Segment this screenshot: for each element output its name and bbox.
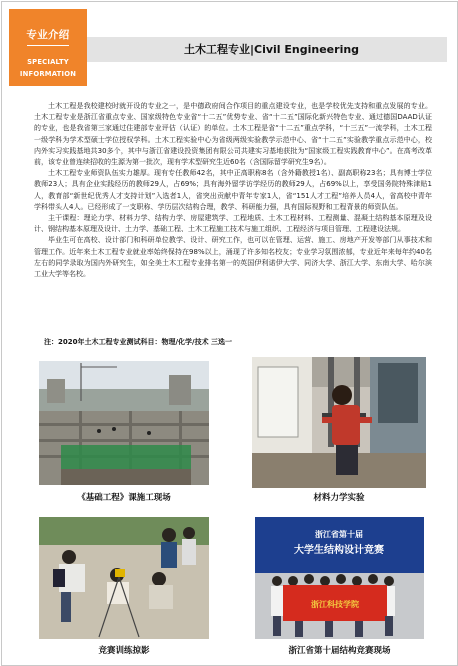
competition-group-photo	[255, 517, 424, 639]
banner-line2: 大学生结构设计竞赛	[294, 545, 384, 556]
photo-caption-competition: 浙江省第十届结构竞赛现场	[288, 646, 391, 656]
section-badge	[9, 9, 87, 86]
paragraph-careers: 毕业生可在高校、设计部门和科研单位教学、设计、研究工作，也可以在管理、运营、施工、房地产开发等部门从事技术和管理工作。近年来土木工程专业就业率始终保持在98%以上，涌现了许多知名校友；专业学习氛围浓郁，专业近年来每年约40名左右的同学录取为国内外研究生，如全美土木工程专业排名第一的英国伊利诺伊大学、同济大学、浙江大学、东南大学、哈尔滨工业大学等名校。	[34, 236, 432, 279]
page-title: 土木工程专业|Civil Engineering	[184, 43, 360, 56]
materials-lab-photo	[252, 357, 426, 488]
badge-title-cn: 专业介绍	[26, 29, 70, 41]
flag-text: 浙江科技学院	[311, 600, 359, 609]
banner-line1: 浙江省第十届	[315, 530, 363, 539]
badge-title-en-line2: INFORMATION	[19, 70, 77, 78]
photo-caption-construction: 《基础工程》课施工现场	[77, 493, 171, 503]
paragraph-intro: 土木工程是我校建校时就开设的专业之一，是中德政府间合作项目的重点建设专业，也是学校优先支持和重点发展的专业。土木工程专业是浙江省重点专业、国家级特色专业省“十二五”优势专业、省“十二五”国际化新兴特色专业、通过德国DAAD认证的专业，也是我省第三家通过住建部专业评估（认证）的单位。土木工程是省“十二五”重点学科，“十三五”一流学科，土木工程一级学科为学术型硕士学位授权学科。土木工程实验中心为省级两级实验教学示范中心、省“十二五”实验教学重点示范中心，校内外实习实践基地共30多个，其中与浙江省建设投资集团有限公司共建实习基地获批为“国家级工程实践教育中心”。在高考改革前，该专业曾连续招收的生源为第一批次，现有学术型研究生近60名（含国际留学研究生9名）。	[34, 102, 432, 167]
badge-divider	[27, 45, 69, 46]
photo-caption-survey-training: 竞赛训练掠影	[98, 646, 150, 656]
paragraph-faculty: 土木工程专业师资队伍实力雄厚。现有专任教师42名，其中正高职称8名（含外籍教授1名）、副高职称23名；具有博士学位教师23人；具有企业实践经历的教师29人，占69%；具有海外留学访学经历的教师29人，占69%以上，享受国务院特殊津贴1人，教育部“新世纪优秀人才支持计划”入选者1人，省突出贡献中青年专家1人，省“151人才工程”培养人员4人，省高校中青年学科带头人4人。已经形成了一支职称、学历层次结构合理，教学、科研能力强，具有国际视野和工程背景的师资队伍。	[34, 169, 432, 211]
paragraph-courses: 主干课程：理论力学、材料力学、结构力学、房屋建筑学、工程地质、土木工程材料、工程测量、混凝土结构基本原理及设计、钢结构基本原理及设计、土力学、基础工程、土木工程施工技术与施工组织、工程经济与项目管理、工程建设法规。	[34, 214, 432, 234]
survey-training-photo	[39, 517, 209, 639]
body-text	[34, 101, 432, 280]
exam-subjects-note: 注：2020年土木工程专业测试科目：物理/化学/技术 三选一	[44, 338, 233, 346]
badge-title-en-line1: SPECIALTY	[27, 58, 69, 66]
photo-caption-materials-lab: 材料力学实验	[313, 493, 365, 503]
title-bar	[87, 37, 447, 62]
construction-site-photo	[39, 361, 209, 485]
